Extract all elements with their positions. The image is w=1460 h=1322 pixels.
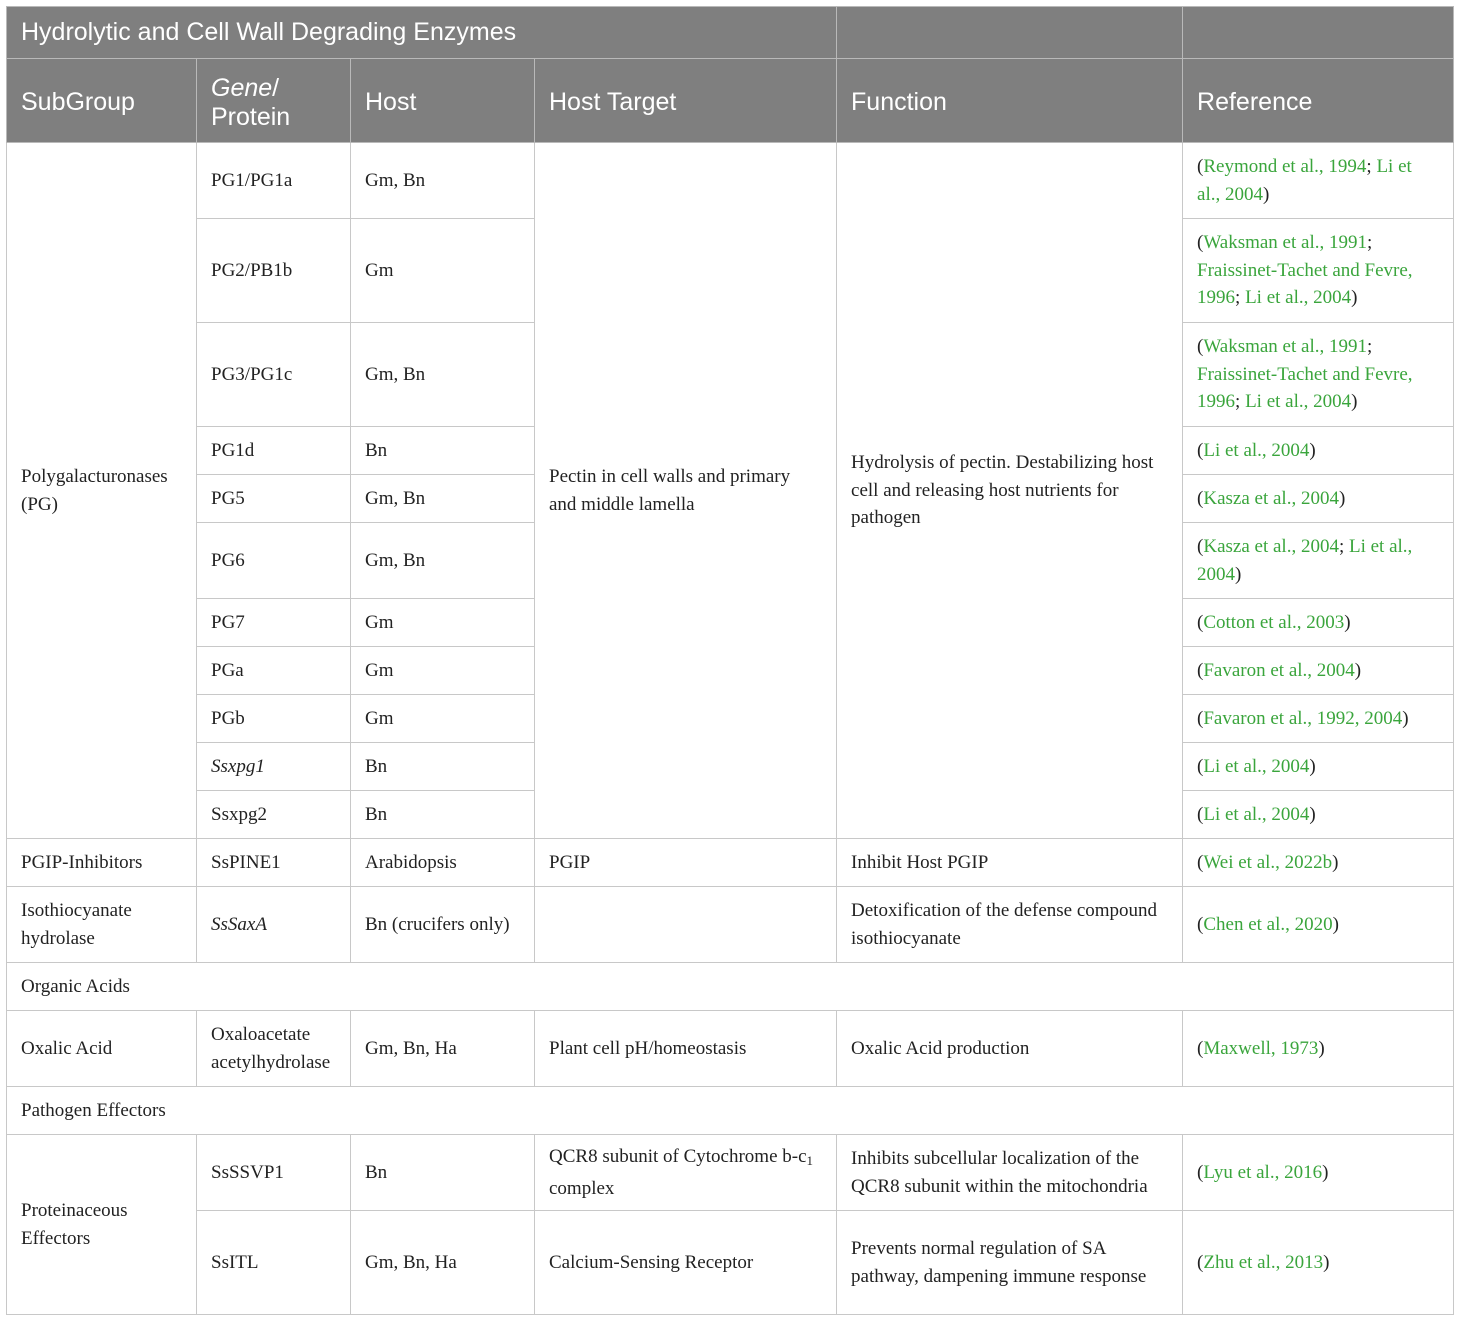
table-title: Hydrolytic and Cell Wall Degrading Enzymes [7, 7, 837, 59]
reference-punct: ( [1197, 156, 1204, 177]
gene-cell [197, 887, 351, 963]
table-row [7, 1011, 1454, 1087]
reference-punct: ( [1197, 1161, 1204, 1183]
reference-cell [1183, 839, 1454, 887]
reference-punct: ( [1197, 611, 1204, 633]
reference-punct: ( [1197, 536, 1204, 557]
reference-punct: ) [1323, 1251, 1330, 1273]
reference-punct: ) [1332, 851, 1339, 873]
reference-punct: ( [1197, 707, 1204, 729]
reference-link[interactable]: Favaron et al., 2004 [1203, 659, 1355, 681]
host-cell: Bn [351, 1135, 535, 1211]
header-subgroup: SubGroup [7, 59, 197, 143]
enzyme-table [6, 6, 1454, 1315]
function-cell: Oxalic Acid production [837, 1011, 1183, 1087]
reference-punct: ) [1318, 1037, 1325, 1059]
subgroup-cell: Proteinaceous Effectors [7, 1135, 197, 1315]
reference-cell [1183, 599, 1454, 647]
host-target-cell [535, 887, 837, 963]
section-label: Organic Acids [7, 963, 1454, 1011]
header-gene-protein [197, 59, 351, 143]
reference-punct: ) [1351, 391, 1358, 413]
reference-link[interactable]: Lyu et al., 2016 [1203, 1161, 1323, 1183]
reference-punct: ( [1197, 659, 1204, 681]
host-cell: Bn [351, 743, 535, 791]
reference-punct: ; [1338, 536, 1349, 557]
title-blank-cell [1183, 7, 1454, 59]
reference-cell [1183, 143, 1454, 219]
reference-link[interactable]: Kasza et al., 2004 [1203, 487, 1339, 509]
reference-link[interactable]: Li et al., 2004 [1245, 287, 1352, 309]
reference-punct: ( [1197, 487, 1204, 509]
reference-punct: ( [1197, 232, 1204, 254]
function-cell: Inhibits subcellular localization of the QCR8 subunit within the mitochondria [837, 1135, 1183, 1211]
header-function: Function [837, 59, 1183, 143]
reference-punct: ; [1366, 156, 1377, 177]
reference-link[interactable]: Fraissinet-Tachet and Fevre, 1996 [1197, 363, 1413, 413]
reference-link[interactable]: Li et al., 2004 [1203, 755, 1310, 777]
header-gene-italic: Gene [211, 73, 273, 102]
reference-cell [1183, 219, 1454, 323]
reference-cell [1183, 695, 1454, 743]
host-target-cell: PGIP [535, 839, 837, 887]
reference-link[interactable]: Li et al., 2004 [1203, 803, 1310, 825]
host-cell: Gm, Bn [351, 523, 535, 599]
reference-link[interactable]: Waksman et al., 1991 [1203, 232, 1367, 254]
host-cell: Bn (crucifers only) [351, 887, 535, 963]
gene-cell: SsSSVP1 [197, 1135, 351, 1211]
reference-link[interactable]: Reymond et al., 1994 [1203, 156, 1367, 177]
reference-punct: ) [1235, 563, 1242, 585]
subgroup-cell: Polygalacturonases (PG) [7, 143, 197, 839]
subgroup-cell: Isothiocyanate hydrolase [7, 887, 197, 963]
reference-link[interactable]: Li et al., 2004 [1203, 439, 1310, 461]
reference-link[interactable]: Li et al., 2004 [1245, 391, 1352, 413]
host-cell: Gm, Bn, Ha [351, 1011, 535, 1087]
reference-cell [1183, 1011, 1454, 1087]
reference-link[interactable]: Cotton et al., 2003 [1203, 611, 1345, 633]
table-row [7, 839, 1454, 887]
gene-cell: SsPINE1 [197, 839, 351, 887]
gene-cell: Ssxpg2 [197, 791, 351, 839]
host-cell: Gm, Bn [351, 143, 535, 219]
reference-cell [1183, 647, 1454, 695]
function-cell: Detoxification of the defense compound isothiocyanate [837, 887, 1183, 963]
reference-punct: ( [1197, 803, 1204, 825]
reference-link[interactable]: Favaron et al., 1992, 2004 [1203, 707, 1403, 729]
gene-cell: PG6 [197, 523, 351, 599]
reference-punct: ; [1366, 336, 1373, 358]
table-row [7, 1211, 1454, 1315]
reference-punct: ; [1235, 391, 1246, 413]
host-cell: Gm [351, 219, 535, 323]
reference-punct: ) [1309, 439, 1316, 461]
title-blank-cell [837, 7, 1183, 59]
host-target-cell: Plant cell pH/homeostasis [535, 1011, 837, 1087]
subgroup-cell: PGIP-Inhibitors [7, 839, 197, 887]
gene-cell: PG5 [197, 475, 351, 523]
host-cell: Gm [351, 695, 535, 743]
reference-cell [1183, 323, 1454, 427]
reference-punct: ( [1197, 755, 1204, 777]
function-cell: Prevents normal regulation of SA pathway, dampening immune response [837, 1211, 1183, 1315]
header-gene-rest: / Protein [211, 73, 291, 131]
gene-cell [197, 743, 351, 791]
table-title-row [7, 7, 1454, 59]
reference-link[interactable]: Fraissinet-Tachet and Fevre, 1996 [1197, 259, 1413, 309]
host-cell: Gm, Bn [351, 475, 535, 523]
reference-punct: ( [1197, 1037, 1204, 1059]
reference-punct: ) [1338, 487, 1346, 509]
host-target-cell: Pectin in cell walls and primary and middle lamella [535, 143, 837, 839]
gene-cell: PGb [197, 695, 351, 743]
reference-cell [1183, 791, 1454, 839]
host-target-cell [535, 1135, 837, 1211]
reference-cell [1183, 523, 1454, 599]
host-cell: Bn [351, 427, 535, 475]
reference-cell [1183, 887, 1454, 963]
reference-cell [1183, 1135, 1454, 1211]
reference-link[interactable]: Zhu et al., 2013 [1203, 1251, 1324, 1273]
gene-cell: Oxaloacetate acetylhydrolase [197, 1011, 351, 1087]
reference-link[interactable]: Maxwell, 1973 [1203, 1037, 1319, 1059]
reference-punct: ; [1366, 232, 1373, 254]
reference-punct: ( [1197, 913, 1204, 935]
host-cell: Gm [351, 647, 535, 695]
gene-cell: PGa [197, 647, 351, 695]
reference-cell [1183, 475, 1454, 523]
gene-name: Ssxpg1 [211, 755, 265, 777]
reference-cell [1183, 1211, 1454, 1315]
reference-punct: ) [1309, 755, 1316, 777]
gene-cell: PG3/PG1c [197, 323, 351, 427]
section-row [7, 963, 1454, 1011]
function-cell: Hydrolysis of pectin. Destabilizing host cell and releasing host nutrients for pathogen [837, 143, 1183, 839]
reference-cell [1183, 743, 1454, 791]
reference-punct: ) [1344, 611, 1351, 633]
host-cell: Gm, Bn, Ha [351, 1211, 535, 1315]
host-cell: Gm [351, 599, 535, 647]
reference-punct: ) [1351, 287, 1358, 309]
enzyme-table-container [6, 6, 1453, 1315]
table-row [7, 1135, 1454, 1211]
host-target-text: complex [549, 1177, 615, 1199]
table-row [7, 143, 1454, 219]
reference-punct: ) [1309, 803, 1316, 825]
table-header-row [7, 59, 1454, 143]
reference-link[interactable]: Chen et al., 2020 [1203, 913, 1333, 935]
gene-cell: SsITL [197, 1211, 351, 1315]
header-host: Host [351, 59, 535, 143]
reference-punct: ) [1263, 183, 1270, 205]
reference-link[interactable]: Li et al., 2004 [1197, 156, 1412, 205]
host-cell: Arabidopsis [351, 839, 535, 887]
reference-link[interactable]: Waksman et al., 1991 [1203, 336, 1367, 358]
gene-cell: PG1d [197, 427, 351, 475]
section-label: Pathogen Effectors [7, 1087, 1454, 1135]
host-target-text: QCR8 subunit of Cytochrome b-c [549, 1146, 807, 1167]
reference-link[interactable]: Wei et al., 2022b [1203, 851, 1333, 873]
host-target-cell: Calcium-Sensing Receptor [535, 1211, 837, 1315]
reference-punct: ( [1197, 336, 1204, 358]
reference-punct: ) [1332, 913, 1339, 935]
subgroup-cell: Oxalic Acid [7, 1011, 197, 1087]
gene-cell: PG1/PG1a [197, 143, 351, 219]
reference-punct: ( [1197, 1251, 1204, 1273]
reference-cell [1183, 427, 1454, 475]
header-reference: Reference [1183, 59, 1454, 143]
reference-punct: ) [1354, 659, 1362, 681]
reference-punct: ; [1235, 287, 1246, 309]
header-host-target: Host Target [535, 59, 837, 143]
table-row [7, 887, 1454, 963]
host-cell: Bn [351, 791, 535, 839]
gene-cell: PG7 [197, 599, 351, 647]
reference-punct: ( [1197, 851, 1204, 873]
gene-name: SsSaxA [211, 913, 267, 935]
reference-punct: ) [1402, 707, 1409, 729]
section-row [7, 1087, 1454, 1135]
reference-link[interactable]: Kasza et al., 2004 [1203, 536, 1339, 557]
function-cell: Inhibit Host PGIP [837, 839, 1183, 887]
reference-link[interactable]: Li et al., 2004 [1197, 536, 1413, 585]
host-cell: Gm, Bn [351, 323, 535, 427]
reference-punct: ( [1197, 439, 1204, 461]
host-target-subscript: 1 [806, 1153, 814, 1168]
gene-cell: PG2/PB1b [197, 219, 351, 323]
reference-punct: ) [1322, 1161, 1329, 1183]
